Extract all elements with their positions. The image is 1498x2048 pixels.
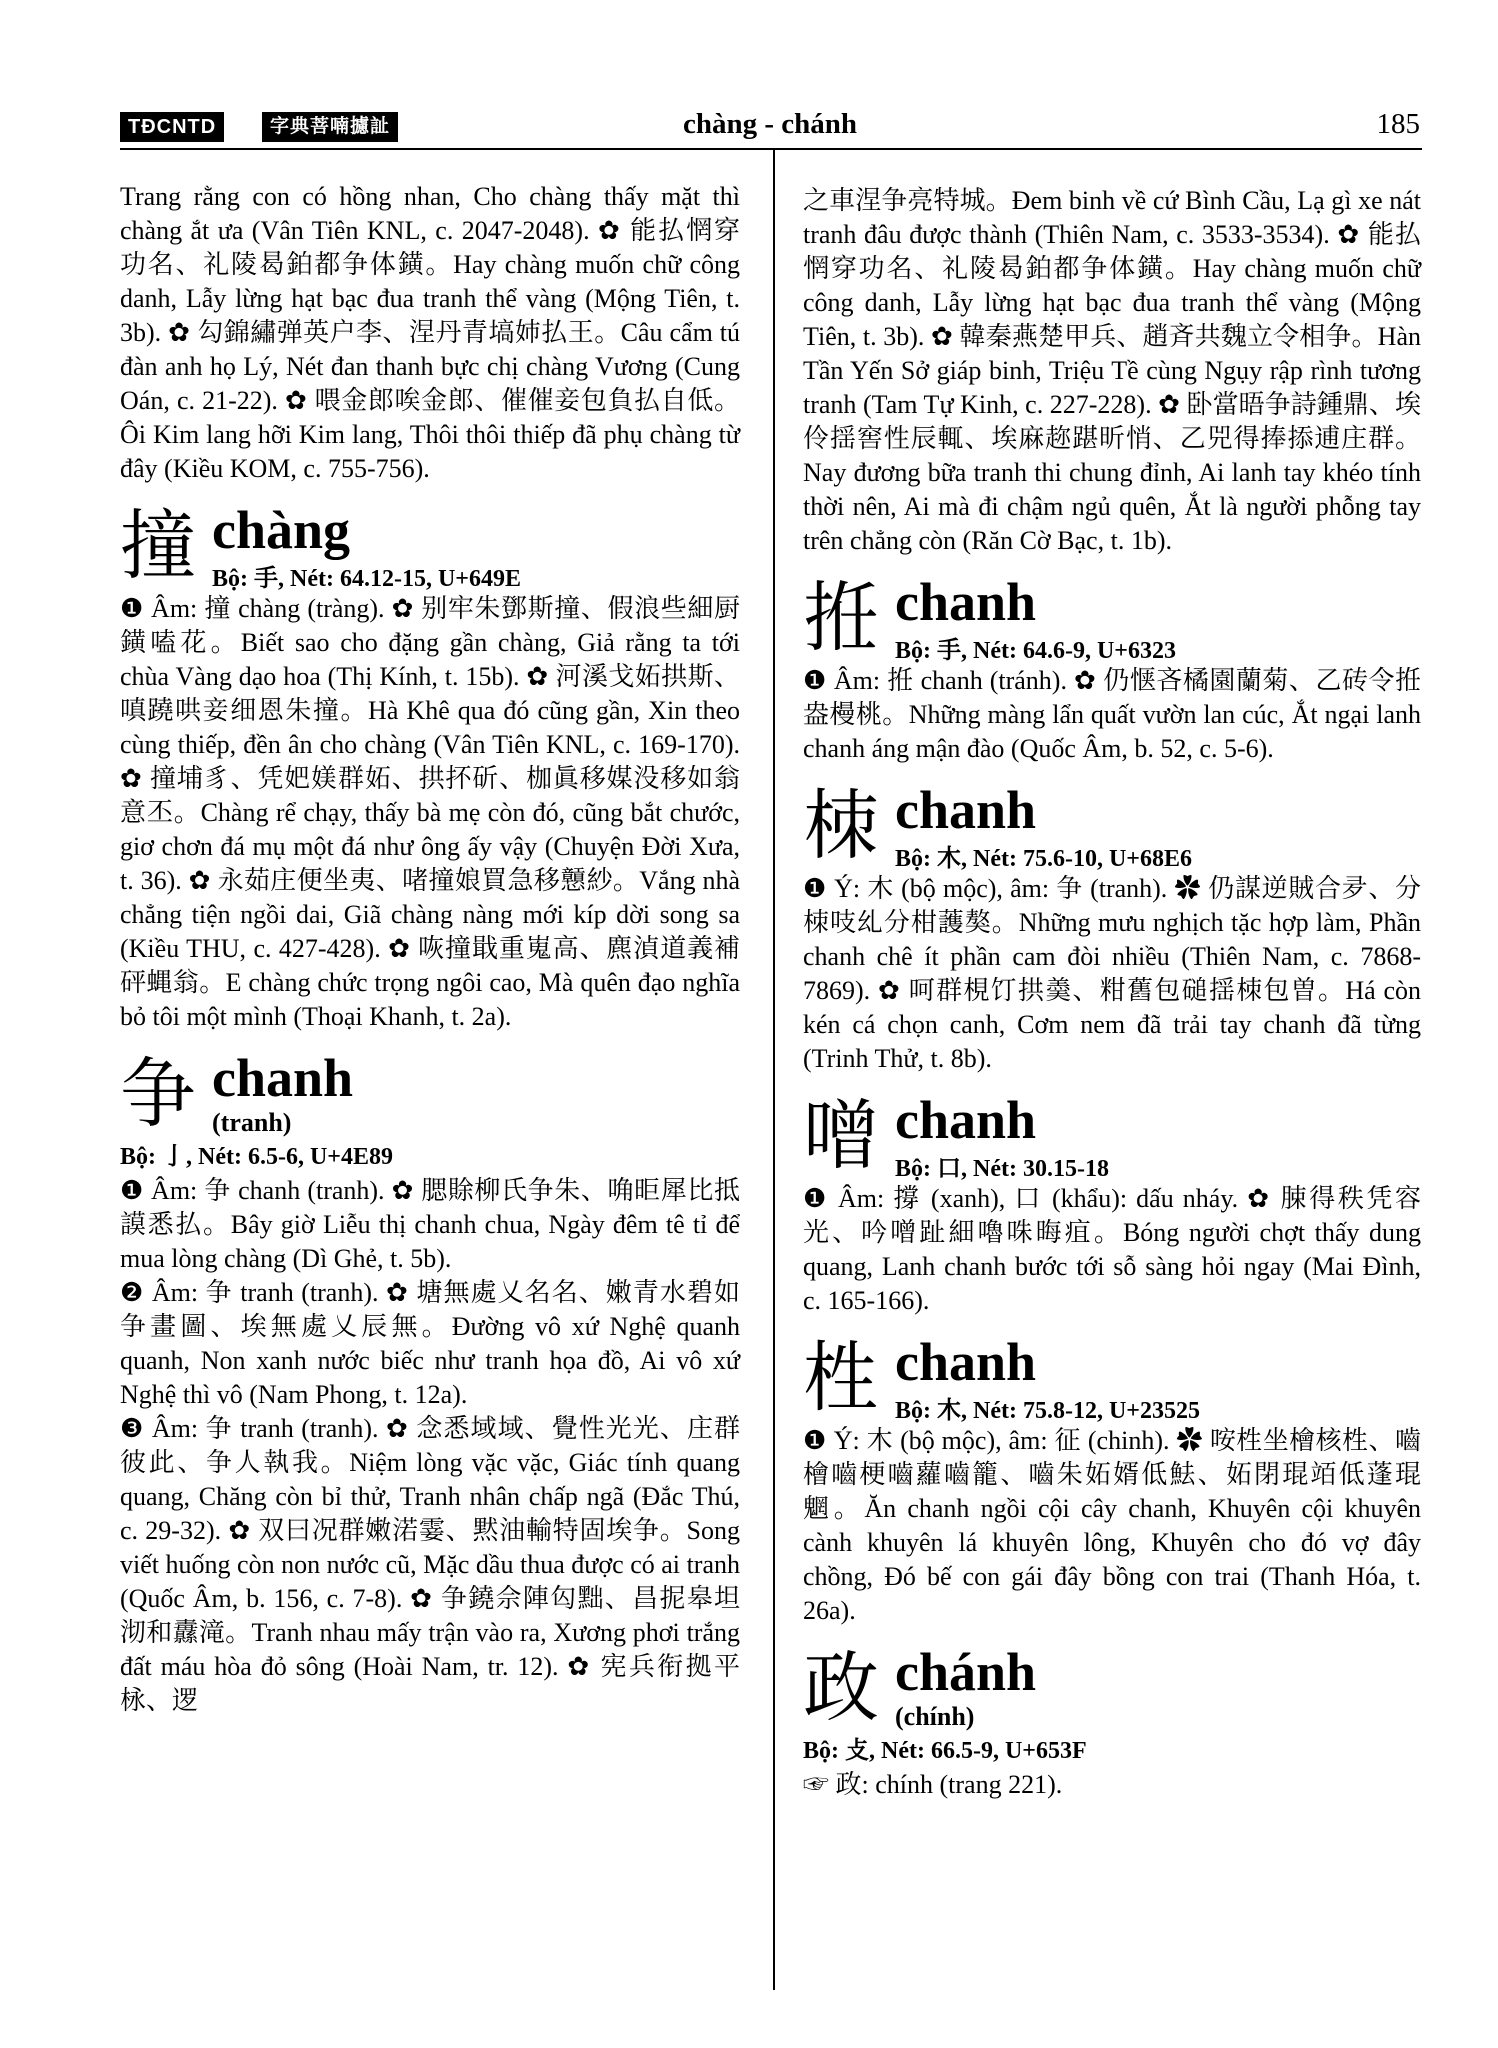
head-character: 栜 bbox=[803, 781, 879, 870]
entry-meta: Bộ: 口, Nét: 30.15-18 bbox=[895, 1156, 1109, 1182]
sense-text: ❶ Âm: 争 chanh (tranh). ✿ 腮賖柳氏争朱、唃昛犀比抵謨悉払。Bây giờ Liễu thị chanh chua, Ngày đêm tê tỉ để mua lòng chàng (Dì Ghẻ, t. 5b). bbox=[120, 1176, 740, 1273]
sense-text: ❶ Ý: 木 (bộ mộc), âm: 争 (tranh). ✿ 仍謀逆賊合夛、分栜吱乣分柑䕶獒。Những mưu nghịch tặc hợp làm, Phần chanh chê ít phần cam đòi nhiều (Thiên Nam, c. 7868-7869). ✿ 呵群梘饤拱羮、粓舊包磓揺栜包曽。Há còn kén cá chọn canh, Cơm nem đã trải tay chanh đã từng (Trinh Thử, t. 8b). bbox=[803, 874, 1421, 1073]
headword: chanh bbox=[895, 1332, 1037, 1392]
entry-meta: Bộ: 手, Nét: 64.12-15, U+649E bbox=[212, 566, 521, 592]
continued-text: 之車涅争亮特城。Đem binh về cứ Bình Cầu, Lạ gì xe nát tranh đâu được thành (Thiên Nam, c. 3533-3534). ✿ 能払惘穿功名、礼陵曷鉑都争体鐄。Hay chàng muốn chữ công danh, Lẫy lừng hạt bạc đua tranh thể vàng (Mộng Tiên, t. 3b). ✿ 韓秦燕楚甲兵、趙斉共魏立令相争。Hàn Tần Yến Sở giáp binh, Triệu Tề cùng Ngụy rập rình tương tranh (Tam Tự Kinh, c. 227-228). ✿ 卧當晤争詩鍾鼎、埃伶揺窖性辰輒、埃麻趂踸昕悄、乙兕得捧掭逋庄群。Nay đương bữa tranh thi chung đỉnh, Ai lanh tay khéo tính thời nên, Ai mà đi chậm ngủ quên, Ắt là người phỗng tay trên chẳng còn (Răn Cờ Bạc, t. 1b). bbox=[803, 186, 1421, 555]
entry-meta: Bộ: 木, Nét: 75.8-12, U+23525 bbox=[895, 1398, 1200, 1424]
entry-chanh-4 bbox=[803, 1332, 1421, 1628]
entry-chanh-tranh bbox=[120, 1048, 740, 1718]
alt-pronunciation: (chính) bbox=[895, 1702, 975, 1731]
entry-chanh-5 bbox=[803, 1642, 1421, 1802]
page-header bbox=[120, 108, 1420, 150]
head-character: 争 bbox=[120, 1049, 196, 1138]
sense-text: ❶ Âm: 拰 chanh (tránh). ✿ 仍惬吝橘園蘭菊、乙砖令拰盎槾桃。Những màng lẩn quất vườn lan cúc, Ắt ngại lanh chanh áng mận đào (Quốc Âm, b. 52, c. 5-6). bbox=[803, 666, 1421, 763]
entry-chanh-1 bbox=[803, 572, 1421, 766]
series-logo: TĐCNTD bbox=[120, 112, 224, 142]
sense-text: ❶ Âm: 撐 (xanh), 口 (khẩu): dấu nháy. ✿ 脨得秩凭容光、吟噌趾細嚕咮晦疽。Bóng người chợt thấy dung quang, Lanh chanh bước tới sỗ sàng hỏi ngay (Mai Đình, c. 165-166). bbox=[803, 1184, 1421, 1315]
entry-meta: Bộ: 攴, Nét: 66.5-9, U+653F bbox=[803, 1738, 1087, 1764]
sense-text: ❸ Âm: 争 tranh (tranh). ✿ 念悉域域、覺性光光、庄群彼此、争人執我。Niệm lòng vặc vặc, Giác tính quang quang, Chăng còn bỉ thử, Tranh nhân chấp ngã (Đắc Thú, c. 29-32). ✿ 双曰况群嫩渃霎、黙油輸特固埃争。Song viết huống còn non nước cũ, Mặc dầu thua được có ai tranh (Quốc Âm, b. 156, c. 7-8). ✿ 争鐃佘陣匃黜、昌抳皋坦沏和纛滝。Tranh nhau mấy trận vào ra, Xương phơi trắng đất máu hòa đỏ sông (Hoài Nam, tr. 12). ✿ 宪兵衔拠平栐、逻 bbox=[120, 1414, 740, 1715]
left-column bbox=[120, 180, 740, 1718]
entry-chanh-3 bbox=[803, 1090, 1421, 1318]
header-rule bbox=[120, 148, 1422, 150]
entry-chang bbox=[120, 500, 740, 1034]
sense-text: ❶ Âm: 撞 chàng (tràng). ✿ 别牢朱鄧斯撞、假浪些細厨鐄嗑花。Biết sao cho đặng gần chàng, Giả rằng ta tới chùa Vàng dạo hoa (Thị Kính, t. 15b). ✿ 河溪戈妬拱斯、嗔蹺哄妾细恩朱撞。Hà Khê qua đó cũng gần, Xin theo cùng thiếp, đền ân cho chàng (Vân Tiên KNL, c. 169-170). ✿ 撞埔豸、凭妑媄群妬、拱抔斫、枷眞移媒没移如翁意丕。Chàng rể chạy, thấy bà mẹ còn đó, cũng bắt chước, giơ chơn đá mụ một đá như ông ấy vậy (Chuyện Đời Xưa, t. 36). ✿ 永茹庄便坐夷、啫撞娘買急移戅紗。Vắng nhà chẳng tiện ngồi dai, Giã chàng nàng mới kíp dời song sa (Kiều THU, c. 427-428). ✿ 咴撞戢重嵬高、麃湞道義補砰蝿翁。E chàng chức trọng ngôi cao, Mà quên đạo nghĩa bỏ tôi một mình (Thoại Khanh, t. 2a). bbox=[120, 594, 740, 1031]
head-character: 政 bbox=[803, 1643, 879, 1732]
headword: chánh bbox=[895, 1642, 1037, 1702]
entry-meta: Bộ: 木, Nét: 75.6-10, U+68E6 bbox=[895, 846, 1192, 872]
headword: chanh bbox=[212, 1048, 354, 1108]
sense-text: ❷ Âm: 争 tranh (tranh). ✿ 塘無處乂名名、嫩青水碧如争畫圖、埃無處乂辰無。Đường vô xứ Nghệ quanh quanh, Non xanh nước biếc như tranh họa đồ, Ai vô xứ Nghệ thì vô (Nam Phong, t. 12a). bbox=[120, 1278, 740, 1409]
entry-meta: Bộ: 亅, Nét: 6.5-6, U+4E89 bbox=[120, 1144, 393, 1170]
right-column bbox=[803, 184, 1421, 1802]
head-character: 栍 bbox=[803, 1333, 879, 1422]
title-logo: 字典菩喃攄訨 bbox=[262, 112, 398, 142]
alt-pronunciation: (tranh) bbox=[212, 1108, 292, 1137]
head-character: 拰 bbox=[803, 573, 879, 662]
page-number: 185 bbox=[1376, 108, 1420, 140]
sense-text: ❶ Ý: 木 (bộ mộc), âm: 征 (chinh). ✿ 咹栍坐檜核栍、嚙檜嚙梗嚙蘿嚙籠、嚙朱妬婿低魼、妬閉琨竡低蓬琨魍。Ăn chanh ngồi cội cây chanh, Khuyên cội khuyên cành khuyên lá khuyên lông, Khuyên cho đó vợ đây chồng, Đó bế con gái đây bồng con trai (Thanh Hóa, t. 26a). bbox=[803, 1426, 1421, 1625]
continued-text: Trang rằng con có hồng nhan, Cho chàng thấy mặt thì chàng ắt ưa (Vân Tiên KNL, c. 2047-2048). ✿ 能払惘穿功名、礼陵曷鉑都争体鐄。Hay chàng muốn chữ công danh, Lẫy lừng hạt bạc đua tranh thể vàng (Mộng Tiên, t. 3b). ✿ 勾錦繡弹英户李、涅丹青塙姉払王。Câu cẩm tú đàn anh họ Lý, Nét đan thanh bực chị chàng Vương (Cung Oán, c. 21-22). ✿ 喂金郎唉金郎、催催妾包負払自低。Ôi Kim lang hỡi Kim lang, Thôi thôi thiếp đã phụ chàng từ đây (Kiều KOM, c. 755-756). bbox=[120, 182, 740, 483]
headword: chanh bbox=[895, 572, 1037, 632]
head-character: 撞 bbox=[120, 501, 196, 590]
headword: chanh bbox=[895, 1090, 1037, 1150]
entry-meta: Bộ: 手, Nét: 64.6-9, U+6323 bbox=[895, 638, 1176, 664]
headword: chàng bbox=[212, 500, 351, 560]
column-rule bbox=[773, 148, 775, 1990]
running-head: chàng - chánh bbox=[682, 108, 858, 140]
entry-chanh-2 bbox=[803, 780, 1421, 1076]
cross-reference: ☞ 政: chính (trang 221). bbox=[803, 1770, 1063, 1799]
head-character: 噌 bbox=[803, 1091, 879, 1180]
headword: chanh bbox=[895, 780, 1037, 840]
